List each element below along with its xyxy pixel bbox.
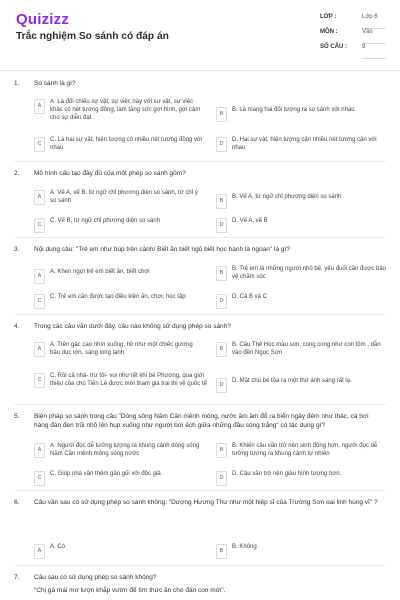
option-c[interactable] [34,373,208,389]
option-a[interactable] [34,269,204,284]
option-a[interactable] [34,190,204,206]
meta-label: SỐ CÂU : [320,44,347,50]
meta-row-count [320,44,386,59]
option-b[interactable] [216,544,386,559]
question-number: 3. [14,246,20,253]
option-text: C. Rồi cả nhà- trừ tôi- vui như tết khi bé Phương, qua giới thiệu của chú Tiến Lê được mời tham gia trại thi vẽ quốc tế [50,373,207,387]
meta-value: Văn [362,29,386,44]
option-letter: A [34,269,45,284]
option-d[interactable] [216,471,386,486]
option-text: B. Khiến câu văn trở nên sinh động hơn, người đọc dễ tưởng tượng ra khung cảnh tự nhiên [232,443,378,457]
meta-value: 9 [362,44,386,59]
question-text: Biện pháp so sánh trong câu "Dòng sông Năm Căn mênh mông, nước ầm ầm đổ ra biển ngày đêm như thác, cá bơi hàng đàn đen trũi nhô lên hụp xuống như người bơi ếch giữa những đầu sóng trắng" có tác dụng gì? [34,413,369,429]
meta-value: Lớp 6 [362,14,386,29]
option-letter: B [216,443,227,458]
quizizz-logo: Quizizz [16,11,70,28]
option-c[interactable] [34,471,204,486]
question-text: Nội dung câu: "Trẻ em như búp trên cành/ Biết ăn biết ngủ biết học hành là ngoan" là gì? [34,246,290,253]
option-letter: C [34,373,45,388]
option-text: C. Trẻ em cần được tạo điều kiện ăn, chơi, học tập [50,294,186,300]
question-number: 7. [14,574,20,581]
divider [14,161,386,162]
option-letter: A [34,99,45,114]
option-a[interactable] [34,443,204,459]
meta-row-grade [320,14,386,29]
question-number: 5. [14,413,20,420]
option-a[interactable] [34,342,204,358]
meta-label: MÔN : [320,29,338,35]
divider [14,314,386,315]
option-b[interactable] [216,266,386,282]
option-text: D. Hai sự vật, hiện tượng cận nhiều nét tương cận với nhau [232,137,377,151]
question-text: Trong các câu văn dưới đây, câu nào không sử dụng phép so sánh? [34,323,231,330]
option-letter: B [216,342,227,357]
option-text: D. Mặt chú bé tỏa ra một thứ ánh sáng rất lạ. [232,378,352,384]
option-letter: B [216,107,227,122]
question-number: 4. [14,323,20,330]
option-letter: C [34,218,45,233]
option-a[interactable] [34,99,204,122]
meta-label: LỚP : [320,14,337,20]
option-text: B. Là mang hai đối tượng ra so sánh với nhau [232,107,355,113]
question-number: 2. [14,170,20,177]
option-text: C. Vế B, từ ngữ chỉ phương diện so sánh [50,218,161,224]
page-title: Trắc nghiệm So sánh có đáp án [16,31,169,42]
question-text: So sánh là gì? [34,80,76,87]
option-text: D. Câu văn trở nên giàu hình tượng hơn. [232,471,342,477]
divider [14,237,386,238]
option-letter: A [34,544,45,559]
option-letter: D [216,137,227,152]
option-text: A. Có [50,544,66,550]
option-d[interactable] [216,378,386,393]
question-text: Câu văn sau có sử dụng phép so sánh không: "Dượng Hương Thư như một hiệp sĩ của Trường Sơn oai linh hùng vĩ" ? [34,499,378,506]
question-text: Mô hình cấu tạo đầy đủ của một phép so sánh gồm? [34,170,186,177]
option-letter: B [216,544,227,559]
option-text: A. Khen ngợi trẻ em biết ăn, biết chơi [50,269,150,275]
option-letter: A [34,443,45,458]
option-letter: C [34,471,45,486]
option-text: B. Không [232,544,257,550]
option-a[interactable] [34,544,204,559]
option-b[interactable] [216,107,386,122]
option-text: B. Trẻ em là những người nhỏ bé, yếu đuối cần được bảo vệ chăm sóc [232,266,387,280]
option-letter: A [34,190,45,205]
option-letter: B [216,266,227,281]
option-letter: D [216,378,227,393]
option-d[interactable] [216,218,386,233]
worksheet-header [0,0,400,71]
divider [14,404,386,405]
option-text: A. Người đọc dễ tưởng tượng ra khung cảnh dòng sông Năm Căn mênh mông sóng nước [50,443,200,457]
meta-row-subject [320,29,386,44]
divider [14,490,386,491]
option-letter: D [216,218,227,233]
option-letter: D [216,294,227,309]
option-text: D. Vế A, vế B [232,218,268,224]
worksheet-meta [320,14,386,59]
option-b[interactable] [216,443,386,459]
option-text: C. Là hai sự vật, hiện tượng có nhiều nét tương đồng với nhau [50,137,203,151]
option-letter: D [216,471,227,486]
question-quote: "Chị gà mái mơ lượn khắp vườn để tìm thức ăn cho đàn con mới". [34,587,226,594]
option-text: B. Cầu Thê Húc màu son, cong cong như con tôm , dẫn vào đền Ngọc Sơn [232,342,381,356]
question-text: Câu sau có sử dụng phép so sánh không? [34,574,157,581]
option-text: A. Trên gác cao nhìn xuống, hồ như một chiếc gương bầu dục lớn, sáng long lanh [50,342,193,356]
option-text: B. Vế A, từ ngữ chỉ phương diện so sánh [232,194,342,200]
option-d[interactable] [216,294,386,309]
option-letter: A [34,342,45,357]
option-b[interactable] [216,194,386,209]
option-letter: C [34,137,45,152]
option-letter: B [216,194,227,209]
option-c[interactable] [34,294,212,309]
option-text: A. Vế A, vế B, từ ngữ chỉ phương diện so sánh, từ chỉ ý so sánh [50,190,198,204]
option-b[interactable] [216,342,386,358]
option-c[interactable] [34,137,204,153]
question-number: 6. [14,499,20,506]
option-d[interactable] [216,137,386,153]
question-number: 1. [14,80,20,87]
option-text: A. Là đối chiếu sự vật, sự việc này với sự vật, sự việc khác có nét tương đồng, làm tăng sức gợi hình, gợi cảm cho sự diễn đạt [50,99,201,121]
option-text: C. Giúp nhà văn thêm gần gũi với độc giả [50,471,161,477]
option-c[interactable] [34,218,204,233]
divider [14,565,386,566]
option-letter: C [34,294,45,309]
option-text: D. Cả B và C [232,294,268,300]
